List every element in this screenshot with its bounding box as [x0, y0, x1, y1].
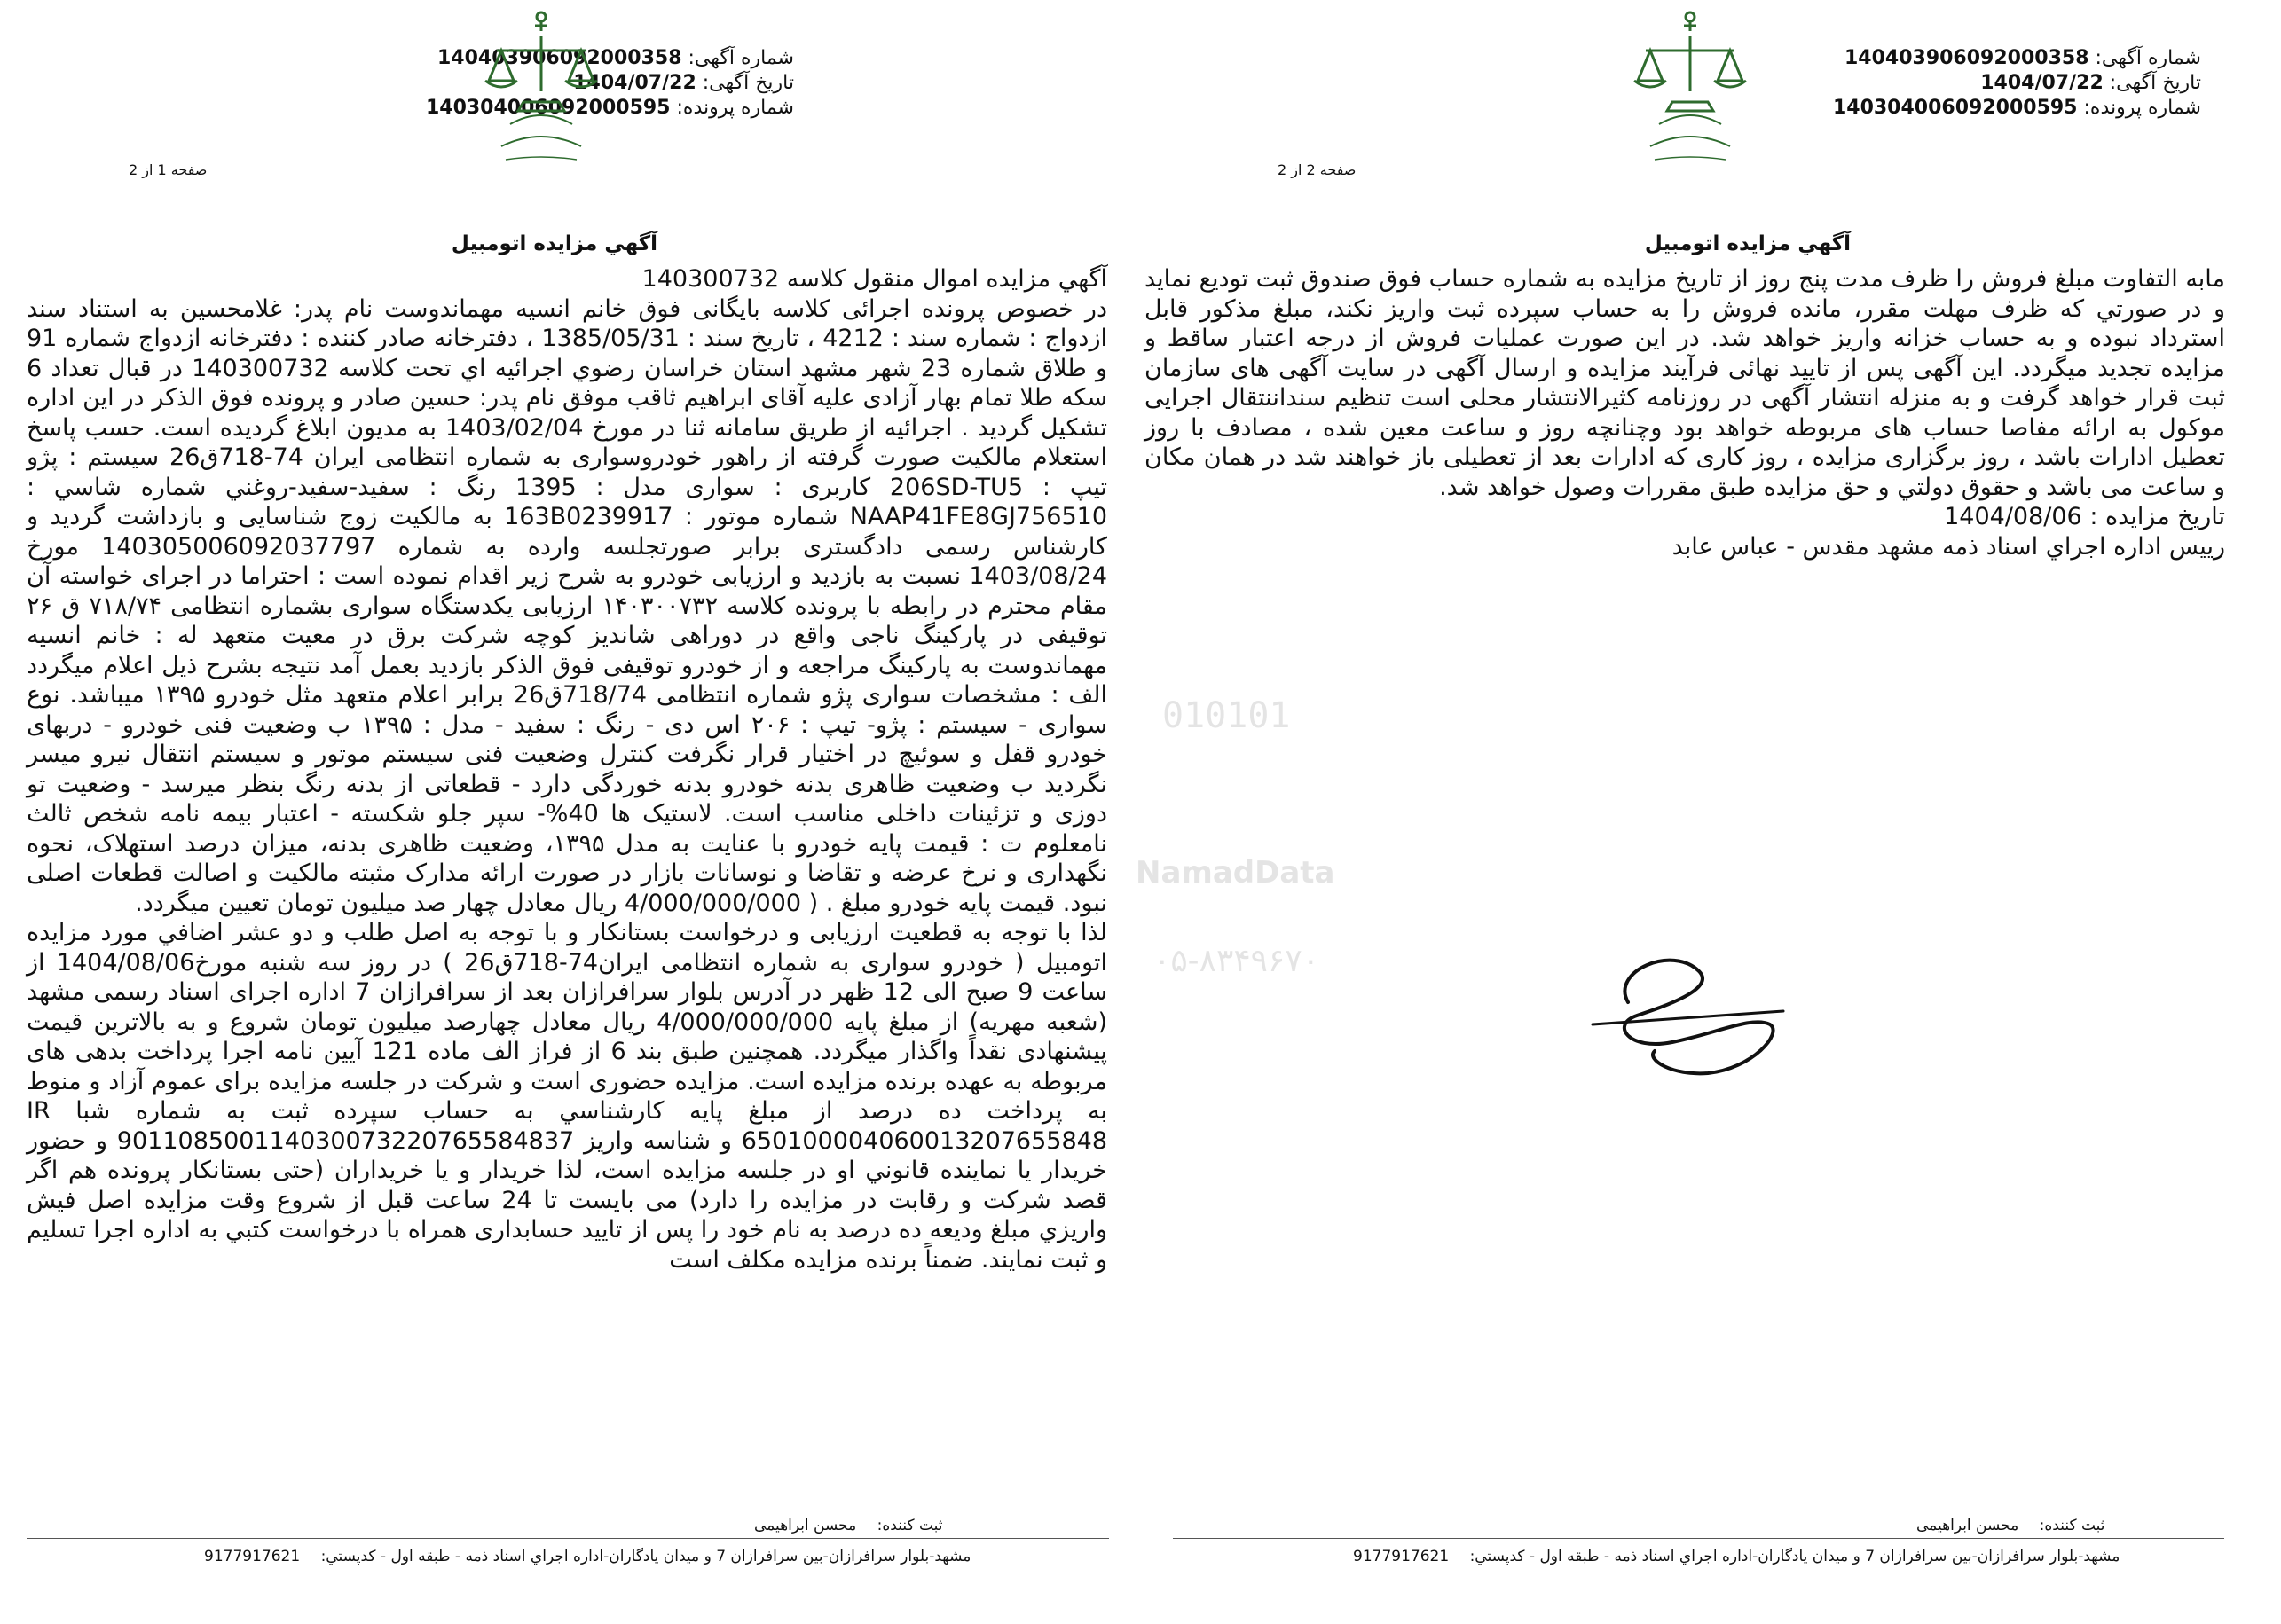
registrar-name: محسن ابراهیمی: [754, 1517, 857, 1534]
file-number: 140304006092000595: [1832, 97, 2078, 119]
notice-number-label: شماره آگهی:: [688, 47, 794, 69]
watermark-digits: 010101: [1162, 695, 1291, 736]
body-paragraph: در خصوص پرونده اجرائی کلاسه بایگانی فوق خانم انسيه مهماندوست نام پدر: غلامحسين به استناد سند ازدواج : شماره سند : 4212 ، تاريخ سند : 1385/05/31 ، دفترخانه صادر كننده : دفترخانه ازدواج شماره 91 و طلاق شماره 23 شهر مشهد استان خراسان رضوي اجرائيه اي تحت كلاسه 140300732 در قبال تعداد 6 سكه طلا تمام بهار آزادی علیه آقای ابراهيم ثاقب موفق نام پدر: حسين صادر و پرونده فوق الذکر در این اداره تشکیل گردید . اجرائيه از طريق سامانه ثنا در مورخ 1403/02/04 به مديون ابلاغ گرديده است. حسب پاسخ استعلام مالکیت صورت گرفته از راهور خودروسواری به شماره انتظامی ایران 74-718ق26 سیستم : پژو تیپ : 206SD-TU5 کاربری : سواری مدل : 1395 رنگ : سفید-سفید-روغني شماره شاسي : NAAP41FE8GJ756510 شماره موتور : 163B0239917 به مالكيت زوج شناسایی و بازداشت گردید و کارشناس رسمی دادگستری برابر صورتجلسه وارده به شماره 140305006092037797 مورخ 1403/08/24 نسبت به بازدید و ارزیابی خودرو به شرح زیر اقدام نموده است : احتراما در اجرای خواسته آن مقام محترم در رابطه با پرونده کلاسه ۱۴۰۳۰۰۷۳۲ ارزیابی یکدستگاه سواری بشماره انتظامی ۷۱۸/۷۴ ق ۲۶ توقیفی در پارکینگ ناجی واقع در دوراهی شاندیز کوچه شرکت برق در معیت متعهد له : خانم انسیه مهماندوست به پارکینگ مراجعه و از خودرو توقیفی فوق الذکر بازدید بعمل آمد نتیجه بشرح ذیل اعلام میگردد الف : مشخصات سواری پژو شماره انتظامی 718/74ق26 برابر اعلام متعهد مثل خودرو ۱۳۹۵ میباشد. نوع سواری - سیستم : پژو- تیپ : ۲۰۶ اس دی - رنگ : سفید - مدل : ۱۳۹۵ ب وضعیت فنی خودرو - دربهای خودرو قفل و سوئیچ در اختیار قرار نگرفت کنترل وضعیت فنی سیستم موتور و سیستم انتقال نیرو میسر نگردید ب وضعیت ظاهری بدنه خودرو بدنه خوردگی دارد - قطعاتی از بدنه رنگ بنظر میرسد - وضعیت تو دوزی و تزئینات داخلی مناسب است. لاستیک ها 40%- سپر جلو شکسته - اعتبار بیمه نامه شخص ثالث نامعلوم ت : قیمت پایه خودرو با عنایت به مدل ۱۳۹۵، وضعیت ظاهری بدنه، میزان درصد استهلاک، نحوه نگهداری و نرخ عرضه و تقاضا و نوسانات بازار در صورت ارائه مدارک مثبته مالکیت و اصالت قطعات اصلی نبود. قیمت پایه خودرو مبلغ . ( 4/000/000/000 ریال معادل چهار صد میلیون تومان تعیین میگردد.: [27, 294, 1108, 917]
notice-body: [1144, 264, 2225, 561]
postal-code: 9177917621: [1353, 1548, 1450, 1565]
footer-divider: [1173, 1538, 2224, 1539]
file-number: 140304006092000595: [425, 97, 671, 119]
notice-date-label: تاریخ آگهی:: [702, 72, 794, 94]
registrar-label: ثبت کننده:: [2039, 1517, 2105, 1534]
watermark-phone: ۰۵-۸۳۴۹۶۷۰: [1153, 943, 1320, 976]
watermark-name: NamadData: [1136, 855, 1335, 890]
notice-header: [1833, 46, 2201, 121]
notice-number-label: شماره آگهی:: [2095, 47, 2201, 69]
page-number: صفحه 2 از 2: [1278, 161, 1357, 178]
auction-date: تاريخ مزايده : 1404/08/06: [1944, 503, 2225, 530]
body-paragraph: مابه التفاوت مبلغ فروش را ظرف مدت پنج روز از تاریخ مزایده به شماره حساب فوق صندوق ثبت توديع نماید و در صورتي كه ظرف مهلت مقرر، مانده فروش را به حساب سپرده ثبت واريز نکند، مبلغ مذکور قابل استرداد نبوده و به حساب خزانه واريز خواهد شد. در اين صورت عمليات فروش از درجه اعتبار ساقط و مزايده تجديد ميگردد. این آگهی پس از تایید نهائی فرآیند مزایده و ارسال آگهی در سایت آگهی های سازمان ثبت قرار خواهد گرفت و به منزله انتشار آگهی در روزنامه کثیرالانتشار محلی است تنظیم سنداننتقال اجرایی موکول به ارائه مفاصا حساب های مربوطه خواهد بود وچنانچه روز و ساعت معین شده ، مصادف با روز تعطیل ادارات باشد ، روز برگزاری مزايده ، روز كاری كه ادارات بعد از تعطیلی باز خواهند شد در همان مکان و ساعت می باشد و حقوق دولتي و حق مزايده طبق مقررات وصول خواهد شد.: [1144, 265, 2225, 501]
notice-date: 1404/07/22: [573, 72, 696, 94]
signature-icon: [1575, 918, 1797, 1095]
body-paragraph: آگهي مزايده اموال منقول كلاسه 140300732: [641, 265, 1107, 293]
file-number-label: شماره پرونده:: [2083, 97, 2201, 119]
registrar-label: ثبت کننده:: [877, 1517, 943, 1534]
footer-address: [1353, 1548, 2120, 1565]
notice-date-label: تاریخ آگهی:: [2109, 72, 2201, 94]
postal-code: 9177917621: [204, 1548, 301, 1565]
signatory: رييس اداره اجراي اسناد ذمه مشهد مقدس - عباس عابد: [1671, 532, 2225, 561]
judiciary-emblem-icon: [1624, 4, 1757, 191]
notice-date: 1404/07/22: [1980, 72, 2104, 94]
address-text: مشهد-بلوار سرافرازان-بین سرافرازان 7 و میدان یادگاران-اداره اجراي اسناد ذمه - طبقه اول - کدپستي:: [320, 1548, 971, 1565]
file-number-label: شماره پرونده:: [676, 97, 794, 119]
notice-number: 140403906092000358: [1844, 47, 2089, 69]
registrar: [1916, 1517, 2105, 1534]
body-paragraph: لذا با توجه به قطعیت ارزیابی و درخواست بستانکار و با توجه به اصل طلب و دو عشر اضافي مورد مزايده اتومبيل ( خودرو سواری به شماره انتظامی ایران74-718ق26 ) در روز سه شنبه مورخ1404/08/06 از ساعت 9 صبح الی 12 ظهر در آدرس بلوار سرافرازان بعد از سرافرازان 7 اداره اجرای اسناد رسمی مشهد (شعبه مهریه) از مبلغ پایه 4/000/000/000 ريال معادل چهارصد میلیون تومان شروع و به بالاترین قیمت پیشنهادی نقداً واگذار میگردد. همچنین طبق بند 6 از فراز الف ماده 121 آیین نامه اجرا پرداخت بدهی های مربوطه به عهده برنده مزایده است. مزايده حضوری است و شرکت در جلسه مزایده برای عموم آزاد و منوط به پرداخت ده درصد از مبلغ پايه كارشناسي به حساب سپرده ثبت به شماره شبا IR 650100004060013207655848 و شناسه واريز 901108500114030073220765584837 و حضور خریدار یا نماينده قانوني او در جلسه مزايده است، لذا خریدار و یا خریداران (حتی بستانکار پرونده هم اگر قصد شرکت و رقابت در مزایده را دارد) می بایست تا 24 ساعت قبل از شروع وقت مزایده اصل فیش واریزي مبلغ ودیعه ده درصد به نام خود را پس از تایید حسابداری همراه با درخواست کتبي به اداره اجرا تسلیم و ثبت نمایند. ضمناً برنده مزایده مکلف است: [27, 919, 1108, 1274]
notice-title: آگهي مزايده اتومبيل: [1644, 232, 1852, 255]
page-number: صفحه 1 از 2: [129, 161, 208, 178]
address-text: مشهد-بلوار سرافرازان-بین سرافرازان 7 و میدان یادگاران-اداره اجراي اسناد ذمه - طبقه اول - کدپستي:: [1469, 1548, 2120, 1565]
registrar-name: محسن ابراهیمی: [1916, 1517, 2019, 1534]
namaddata-watermark: [1020, 674, 1340, 976]
notice-title: آگهي مزايده اتومبيل: [451, 232, 658, 255]
notice-number: 140403906092000358: [437, 47, 682, 69]
